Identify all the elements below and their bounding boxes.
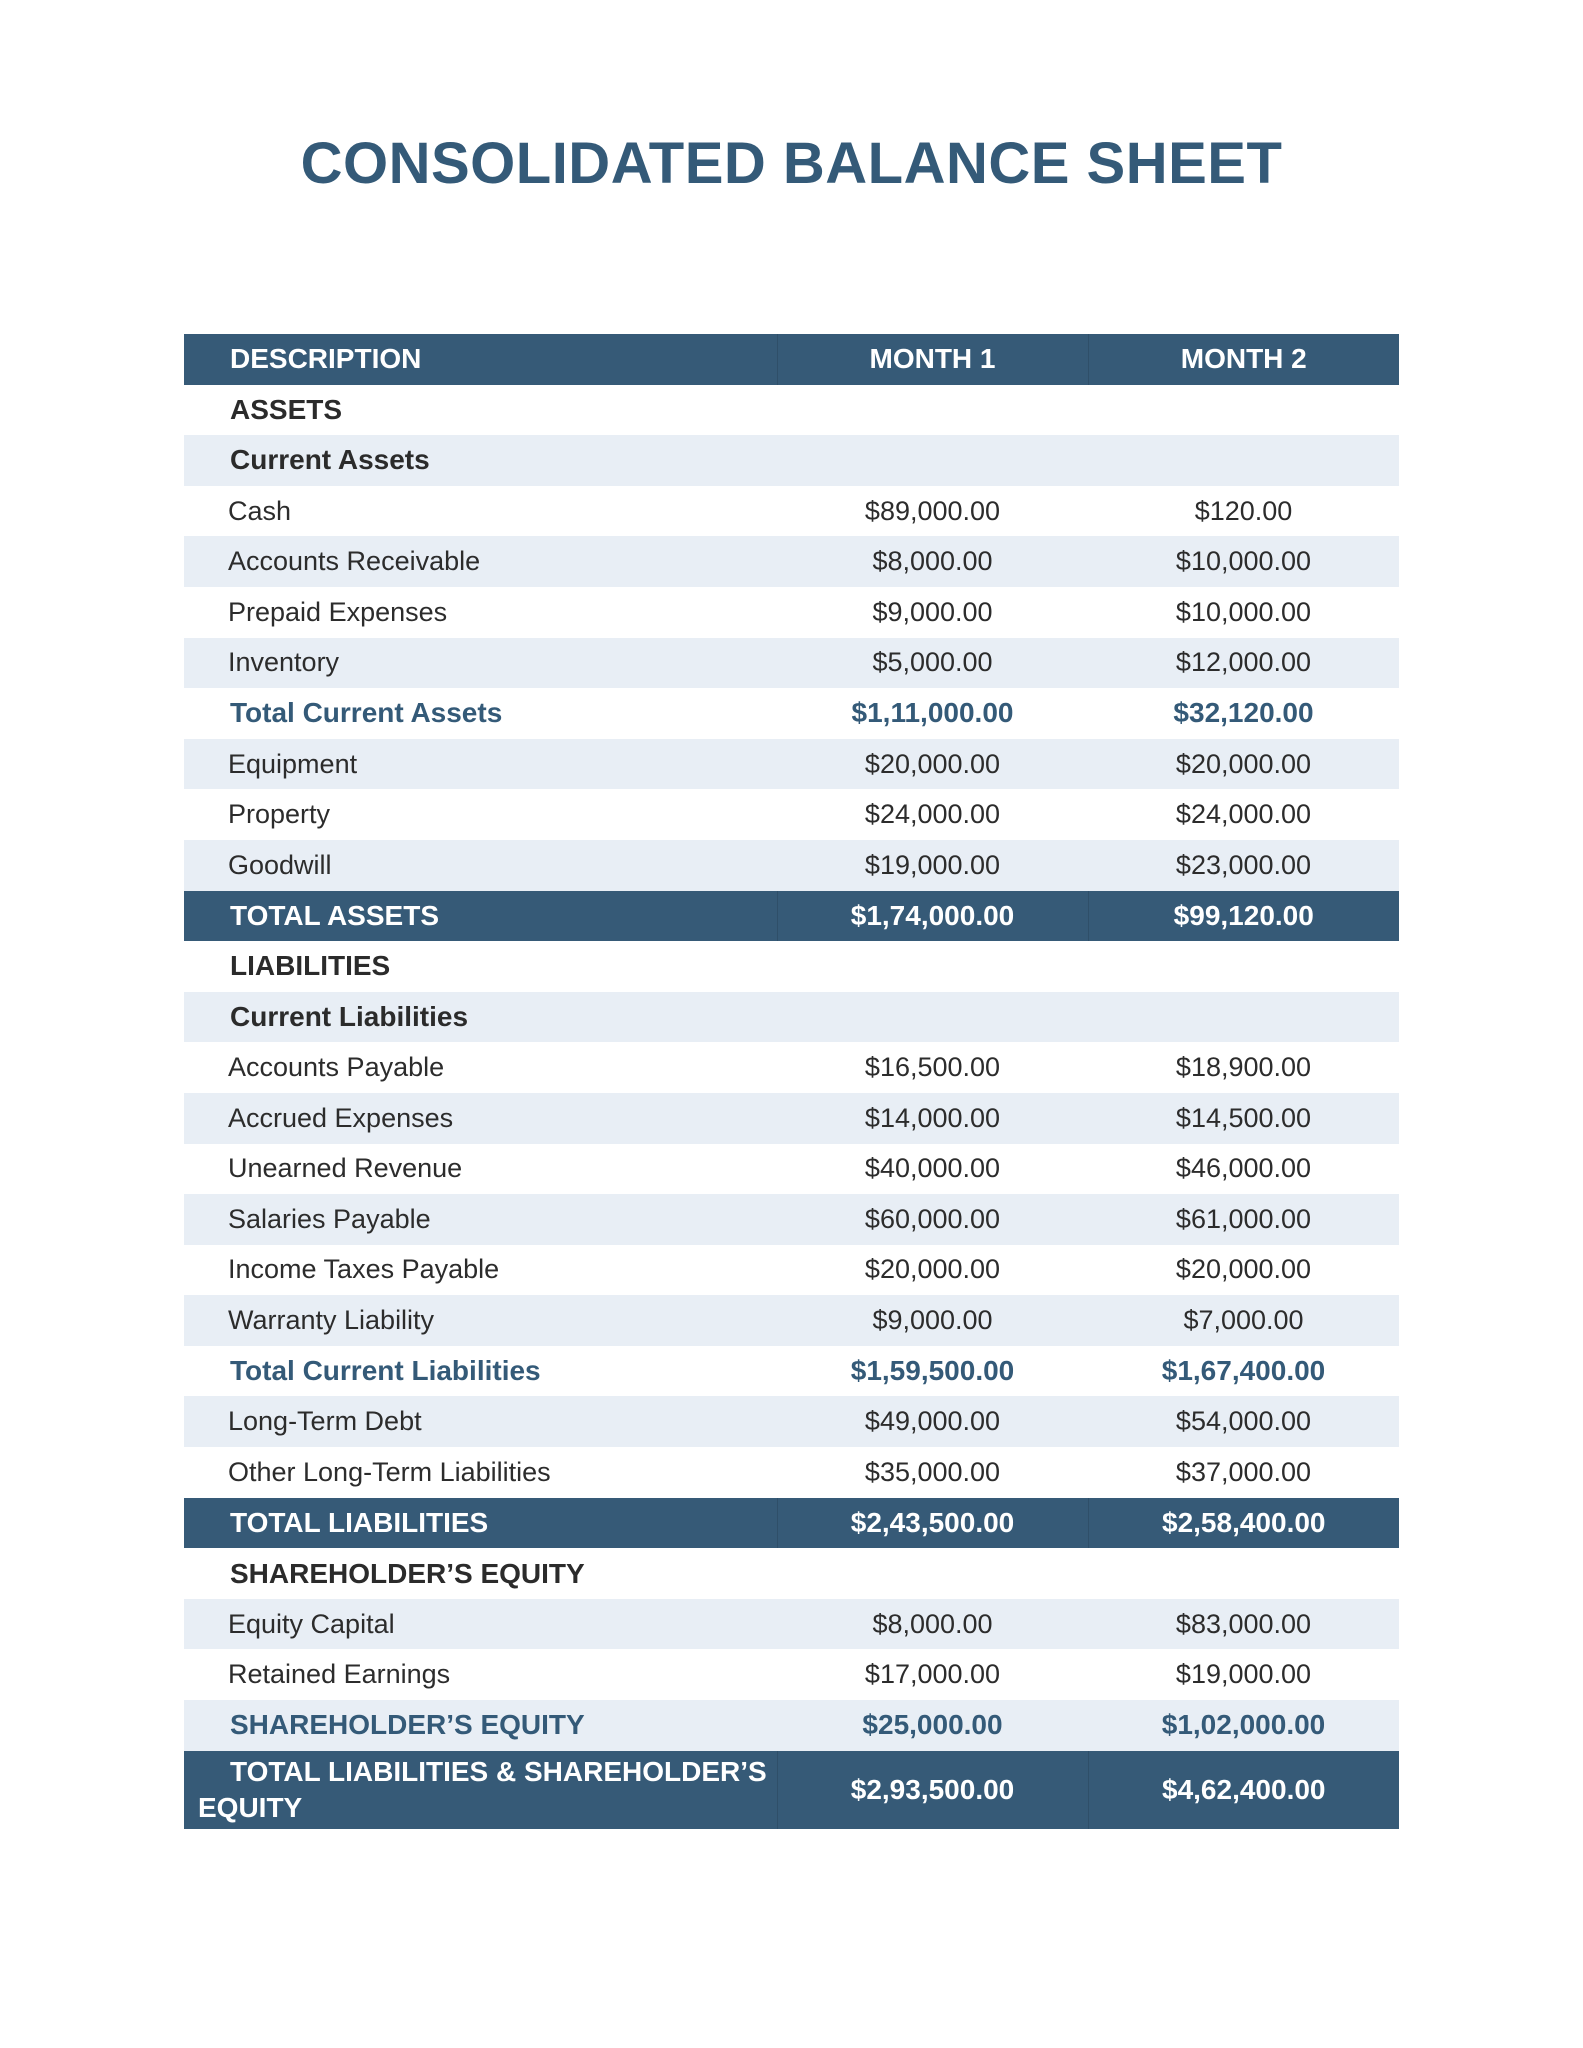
- row-month-2: $18,900.00: [1088, 1042, 1399, 1093]
- row-label: Cash: [184, 486, 777, 537]
- row-month-2: $20,000.00: [1088, 739, 1399, 790]
- section-label: SHAREHOLDER’S EQUITY: [184, 1548, 777, 1599]
- row-label: Equipment: [184, 739, 777, 790]
- row-month-2: $54,000.00: [1088, 1396, 1399, 1447]
- table-row: [184, 1093, 1399, 1144]
- subsection-label: Current Assets: [184, 435, 777, 486]
- header-month-1: MONTH 1: [777, 334, 1088, 385]
- row-month-2: $46,000.00: [1088, 1144, 1399, 1195]
- table-row: [184, 1194, 1399, 1245]
- subtotal-month-2: $32,120.00: [1088, 688, 1399, 739]
- grand-total-month-1: $2,93,500.00: [777, 1751, 1088, 1829]
- table-row: [184, 1295, 1399, 1346]
- row-label: Prepaid Expenses: [184, 587, 777, 638]
- row-label: Property: [184, 789, 777, 840]
- table-row: [184, 789, 1399, 840]
- subtotal-month-1: $1,59,500.00: [777, 1346, 1088, 1397]
- total-month-1: $1,74,000.00: [777, 891, 1088, 942]
- total-label: TOTAL LIABILITIES: [184, 1498, 777, 1549]
- row-label: Accrued Expenses: [184, 1093, 777, 1144]
- row-month-2: $61,000.00: [1088, 1194, 1399, 1245]
- table-row: [184, 739, 1399, 790]
- row-month-2: $14,500.00: [1088, 1093, 1399, 1144]
- row-month-1: $49,000.00: [777, 1396, 1088, 1447]
- grand-total-label: [184, 1751, 777, 1829]
- table-row: [184, 1396, 1399, 1447]
- row-month-2: $10,000.00: [1088, 536, 1399, 587]
- total-month-2: $2,58,400.00: [1088, 1498, 1399, 1549]
- subsection-row-current-assets: [184, 435, 1399, 486]
- row-month-2: $12,000.00: [1088, 638, 1399, 689]
- table-row: [184, 1447, 1399, 1498]
- row-label: Accounts Receivable: [184, 536, 777, 587]
- total-month-1: $2,43,500.00: [777, 1498, 1088, 1549]
- total-month-2: $99,120.00: [1088, 891, 1399, 942]
- row-month-1: $17,000.00: [777, 1649, 1088, 1700]
- table-header-row: [184, 334, 1399, 385]
- row-month-1: $20,000.00: [777, 1245, 1088, 1296]
- subtotal-label: Total Current Liabilities: [184, 1346, 777, 1397]
- row-month-2: $24,000.00: [1088, 789, 1399, 840]
- row-label: Unearned Revenue: [184, 1144, 777, 1195]
- row-month-1: $20,000.00: [777, 739, 1088, 790]
- row-month-1: $24,000.00: [777, 789, 1088, 840]
- row-month-1: $19,000.00: [777, 840, 1088, 891]
- row-month-2: $19,000.00: [1088, 1649, 1399, 1700]
- table-row: [184, 587, 1399, 638]
- grand-total-label-line-2: EQUITY: [198, 1791, 303, 1823]
- row-label: Salaries Payable: [184, 1194, 777, 1245]
- table-row: [184, 1144, 1399, 1195]
- subtotal-month-1: $1,11,000.00: [777, 688, 1088, 739]
- table-row: [184, 638, 1399, 689]
- total-label: TOTAL ASSETS: [184, 891, 777, 942]
- row-label: Equity Capital: [184, 1599, 777, 1650]
- grand-total-row: [184, 1751, 1399, 1829]
- row-month-1: $8,000.00: [777, 536, 1088, 587]
- row-label: Income Taxes Payable: [184, 1245, 777, 1296]
- subsection-row-current-liabilities: [184, 992, 1399, 1043]
- table-row: [184, 1042, 1399, 1093]
- row-label: Accounts Payable: [184, 1042, 777, 1093]
- row-month-2: $120.00: [1088, 486, 1399, 537]
- row-month-2: $7,000.00: [1088, 1295, 1399, 1346]
- page-title: CONSOLIDATED BALANCE SHEET: [300, 131, 1283, 196]
- total-row-liabilities: [184, 1498, 1399, 1549]
- row-month-1: $16,500.00: [777, 1042, 1088, 1093]
- grand-total-label-line-1: TOTAL LIABILITIES & SHAREHOLDER’S: [230, 1755, 767, 1787]
- subtotal-row-current-assets: [184, 688, 1399, 739]
- section-row-liabilities: [184, 941, 1399, 992]
- section-label: ASSETS: [184, 385, 777, 436]
- row-month-1: $14,000.00: [777, 1093, 1088, 1144]
- row-label: Other Long-Term Liabilities: [184, 1447, 777, 1498]
- row-month-1: $60,000.00: [777, 1194, 1088, 1245]
- subtotal-row-current-liabilities: [184, 1346, 1399, 1397]
- total-row-assets: [184, 891, 1399, 942]
- row-month-1: $8,000.00: [777, 1599, 1088, 1650]
- grand-total-month-2: $4,62,400.00: [1088, 1751, 1399, 1829]
- table-row: [184, 1649, 1399, 1700]
- row-month-1: $40,000.00: [777, 1144, 1088, 1195]
- table-row: [184, 1599, 1399, 1650]
- row-label: Inventory: [184, 638, 777, 689]
- section-row-assets: [184, 385, 1399, 436]
- row-month-1: $35,000.00: [777, 1447, 1088, 1498]
- row-month-1: $5,000.00: [777, 638, 1088, 689]
- table-row: [184, 840, 1399, 891]
- header-description: DESCRIPTION: [184, 334, 777, 385]
- table-row: [184, 536, 1399, 587]
- subtotal-month-2: $1,02,000.00: [1088, 1700, 1399, 1751]
- row-label: Long-Term Debt: [184, 1396, 777, 1447]
- row-month-1: $89,000.00: [777, 486, 1088, 537]
- subsection-label: Current Liabilities: [184, 992, 777, 1043]
- table-row: [184, 1245, 1399, 1296]
- subtotal-row-equity: [184, 1700, 1399, 1751]
- header-month-2: MONTH 2: [1088, 334, 1399, 385]
- row-label: Retained Earnings: [184, 1649, 777, 1700]
- subtotal-label: Total Current Assets: [184, 688, 777, 739]
- balance-sheet-table: [184, 334, 1399, 1829]
- row-month-1: $9,000.00: [777, 587, 1088, 638]
- subtotal-month-1: $25,000.00: [777, 1700, 1088, 1751]
- row-month-2: $10,000.00: [1088, 587, 1399, 638]
- row-label: Goodwill: [184, 840, 777, 891]
- subtotal-label: SHAREHOLDER’S EQUITY: [184, 1700, 777, 1751]
- row-month-2: $20,000.00: [1088, 1245, 1399, 1296]
- table-row: [184, 486, 1399, 537]
- row-month-2: $23,000.00: [1088, 840, 1399, 891]
- subtotal-month-2: $1,67,400.00: [1088, 1346, 1399, 1397]
- row-month-1: $9,000.00: [777, 1295, 1088, 1346]
- row-month-2: $37,000.00: [1088, 1447, 1399, 1498]
- row-month-2: $83,000.00: [1088, 1599, 1399, 1650]
- section-row-equity: [184, 1548, 1399, 1599]
- section-label: LIABILITIES: [184, 941, 777, 992]
- row-label: Warranty Liability: [184, 1295, 777, 1346]
